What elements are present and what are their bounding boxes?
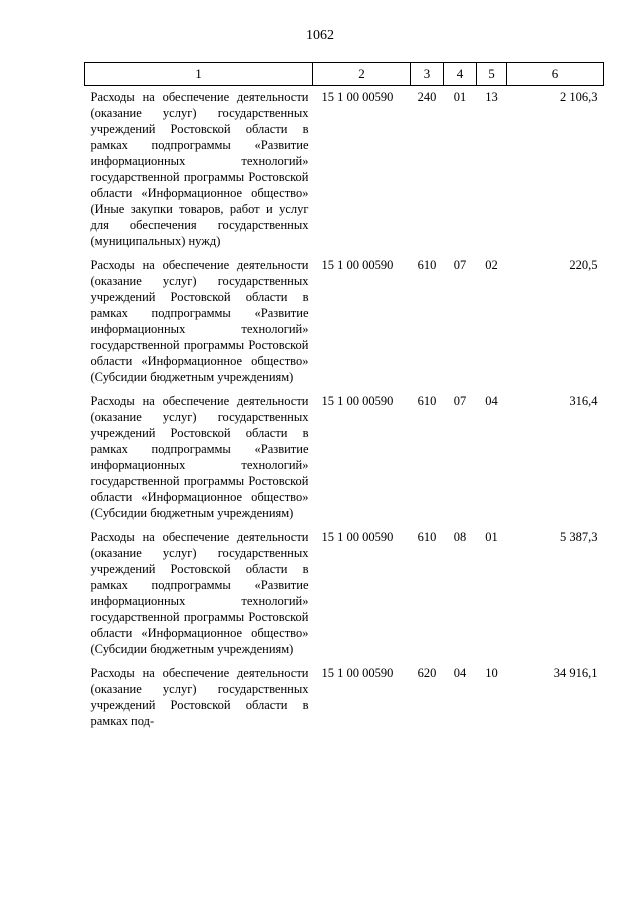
expense-name: Расходы на обеспечение деятельности (оказание услуг) государственных учреждений Ростовской области в рамках подпрограммы «Развитие информационных технологий» государственной программы Ростовской области «Информационное общество» (Иные закупки товаров, работ и услуг для обеспечения государственных (муниципальных) нужд): [90, 90, 309, 248]
column-header-6: 6: [507, 63, 604, 86]
subsection-code: 10: [485, 666, 498, 680]
subsection-code: 13: [485, 90, 498, 104]
section-code: 04: [453, 666, 467, 680]
target-code: 15 1 00 00590: [321, 90, 394, 104]
table-row: [85, 257, 604, 393]
table-row: [85, 393, 604, 529]
table-row: [85, 665, 604, 737]
page-number: 1062: [306, 28, 334, 43]
expense-type: 610: [417, 530, 437, 544]
subsection-code: 04: [485, 394, 498, 408]
expense-type: 610: [417, 394, 437, 408]
column-header-3: 3: [411, 63, 444, 86]
section-code: 08: [453, 530, 467, 544]
column-header-4: 4: [444, 63, 477, 86]
subsection-code: 01: [485, 530, 498, 544]
expense-name: Расходы на обеспечение деятельности (оказание услуг) государственных учреждений Ростовской области в рамках подпрограммы «Развитие информационных технологий» государственной программы Ростовской области «Информационное общество» (Субсидии бюджетным учреждениям): [90, 258, 309, 384]
section-code: 07: [453, 258, 467, 272]
amount: 5 387,3: [560, 530, 598, 544]
expense-name: Расходы на обеспечение деятельности (оказание услуг) государственных учреждений Ростовской области в рамках подпрограммы «Развитие информационных технологий» государственной программы Ростовской области «Информационное общество» (Субсидии бюджетным учреждениям): [90, 394, 309, 520]
target-code: 15 1 00 00590: [321, 394, 394, 408]
subsection-code: 02: [485, 258, 498, 272]
section-code: 01: [453, 90, 467, 104]
column-header-2: 2: [313, 63, 411, 86]
target-code: 15 1 00 00590: [321, 530, 394, 544]
amount: 2 106,3: [560, 90, 598, 104]
expense-name: Расходы на обеспечение деятельности (оказание услуг) государственных учреждений Ростовской области в рамках подпрограммы «Развитие информационных технологий» государственной программы Ростовской области «Информационное общество» (Субсидии бюджетным учреждениям): [90, 530, 309, 656]
table-row: [85, 529, 604, 665]
amount: 316,4: [569, 394, 598, 408]
table-body: [85, 86, 604, 738]
section-code: 07: [453, 394, 467, 408]
target-code: 15 1 00 00590: [321, 258, 394, 272]
budget-table: [84, 62, 604, 737]
table-row: [85, 86, 604, 258]
column-header-1: 1: [85, 63, 313, 86]
expense-type: 610: [417, 258, 437, 272]
amount: 34 916,1: [553, 666, 598, 680]
target-code: 15 1 00 00590: [321, 666, 394, 680]
table-header: [85, 63, 604, 86]
column-header-5: 5: [477, 63, 507, 86]
amount: 220,5: [569, 258, 598, 272]
expense-type: 620: [417, 666, 437, 680]
expense-type: 240: [417, 90, 437, 104]
expense-name: Расходы на обеспечение деятельности (оказание услуг) государственных учреждений Ростовской области в рамках под-: [90, 666, 309, 728]
